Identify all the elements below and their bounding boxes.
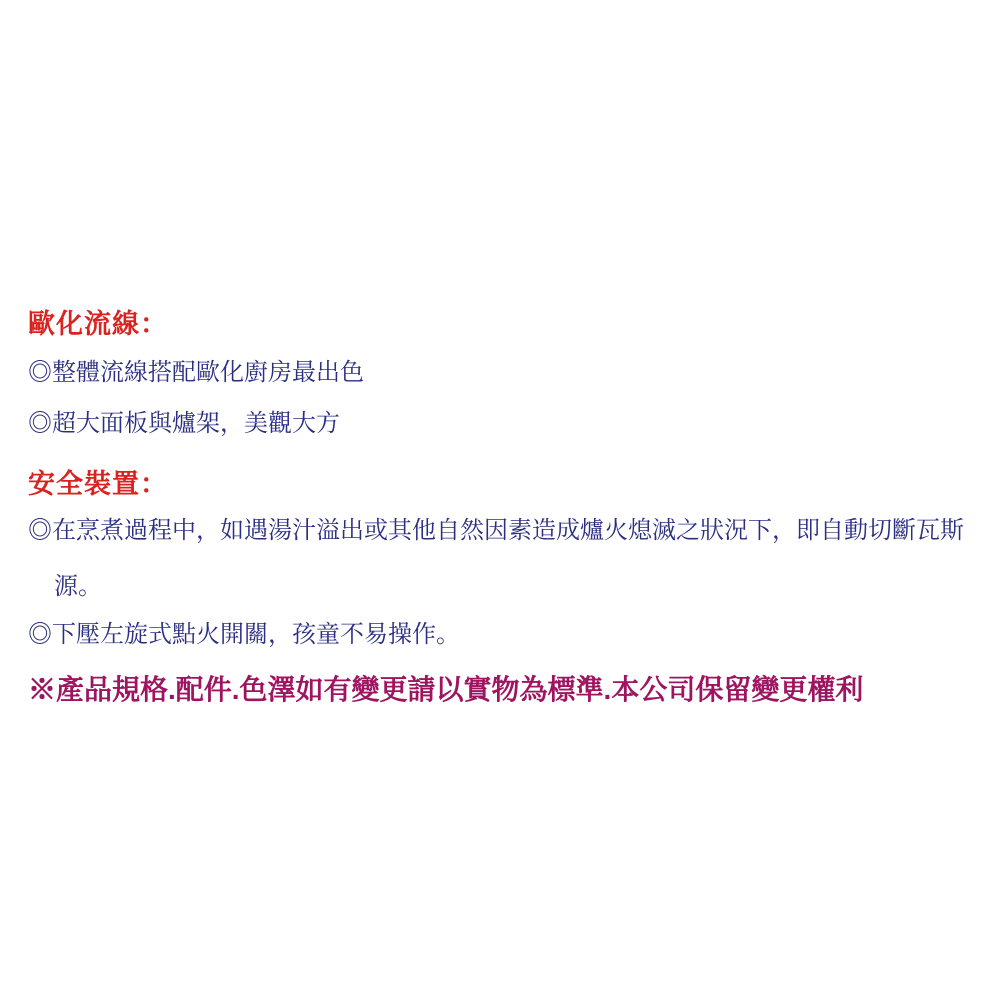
bullet-overall-streamline: ◎整體流線搭配歐化廚房最出色: [28, 359, 364, 386]
bullet-auto-gas-cutoff-line2: 源。: [54, 573, 102, 600]
section-heading-safety-device: 安全裝置：: [28, 469, 168, 499]
bullet-large-panel: ◎超大面板與爐架，美觀大方: [28, 410, 340, 437]
bullet-child-safe-ignition: ◎下壓左旋式點火開關，孩童不易操作。: [28, 621, 460, 648]
section-heading-euro-styling: 歐化流線：: [28, 309, 168, 339]
disclaimer-note: ※產品規格.配件.色澤如有變更請以實物為標準.本公司保留變更權利: [28, 674, 864, 705]
bullet-auto-gas-cutoff-line1: ◎在烹煮過程中，如遇湯汁溢出或其他自然因素造成爐火熄滅之狀況下，即自動切斷瓦斯: [28, 517, 964, 544]
